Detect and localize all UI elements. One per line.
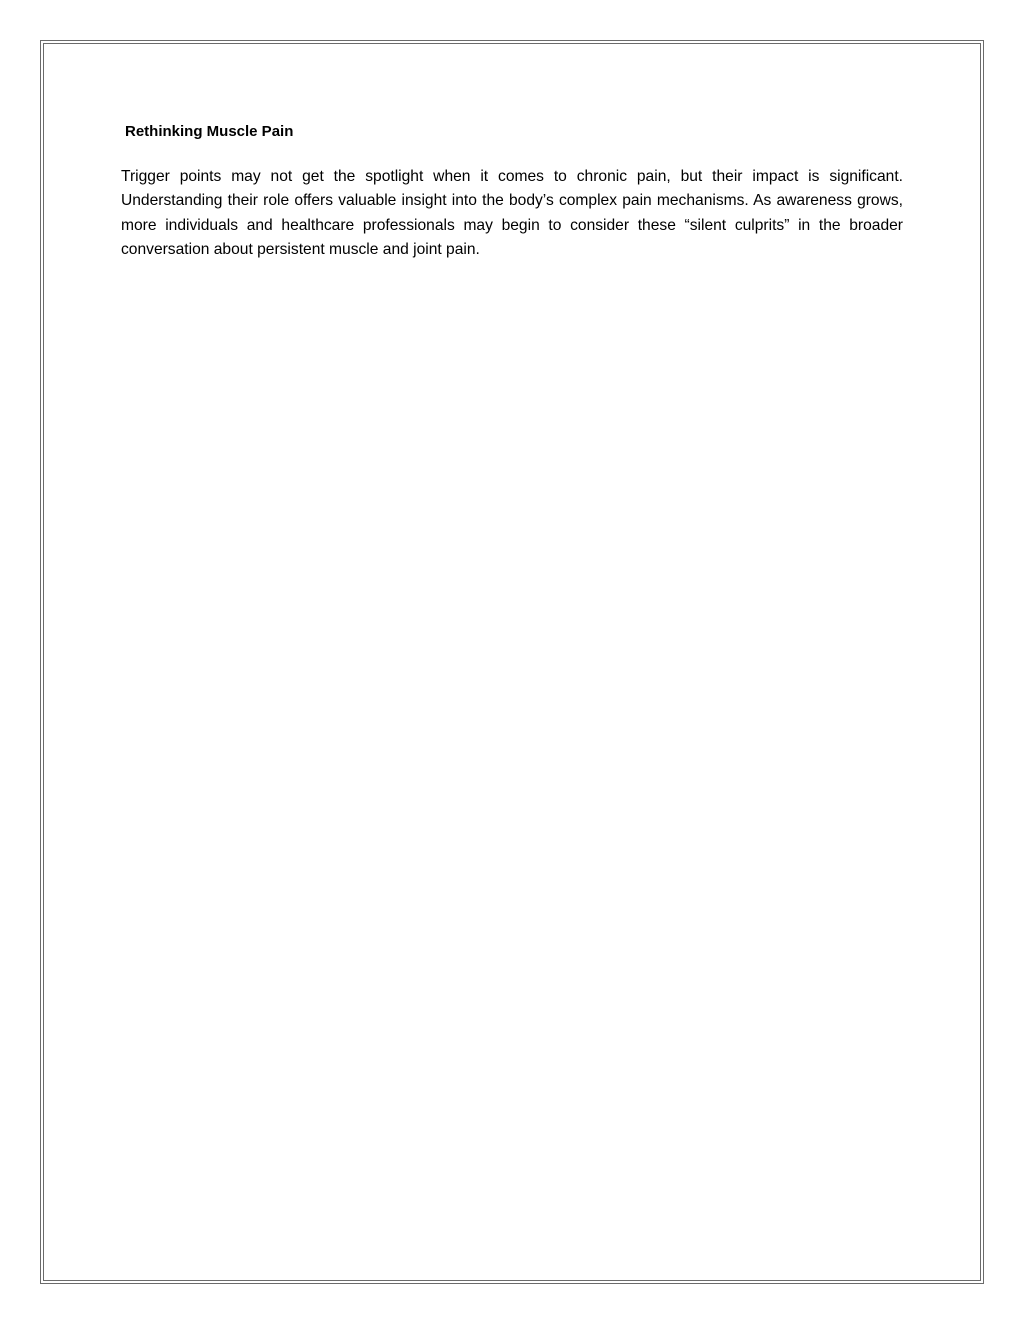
document-content [121,121,903,262]
section-heading: Rethinking Muscle Pain [125,123,294,140]
body-paragraph: Trigger points may not get the spotlight when it comes to chronic pain, but their impact is significant. Understanding their role offers valuable insight into the body’s complex pain mechanisms. As awareness grows, more individuals and healthcare professionals may begin to consider these “silent culprits” in the broader conversation about persistent muscle and joint pain. [121,168,903,258]
